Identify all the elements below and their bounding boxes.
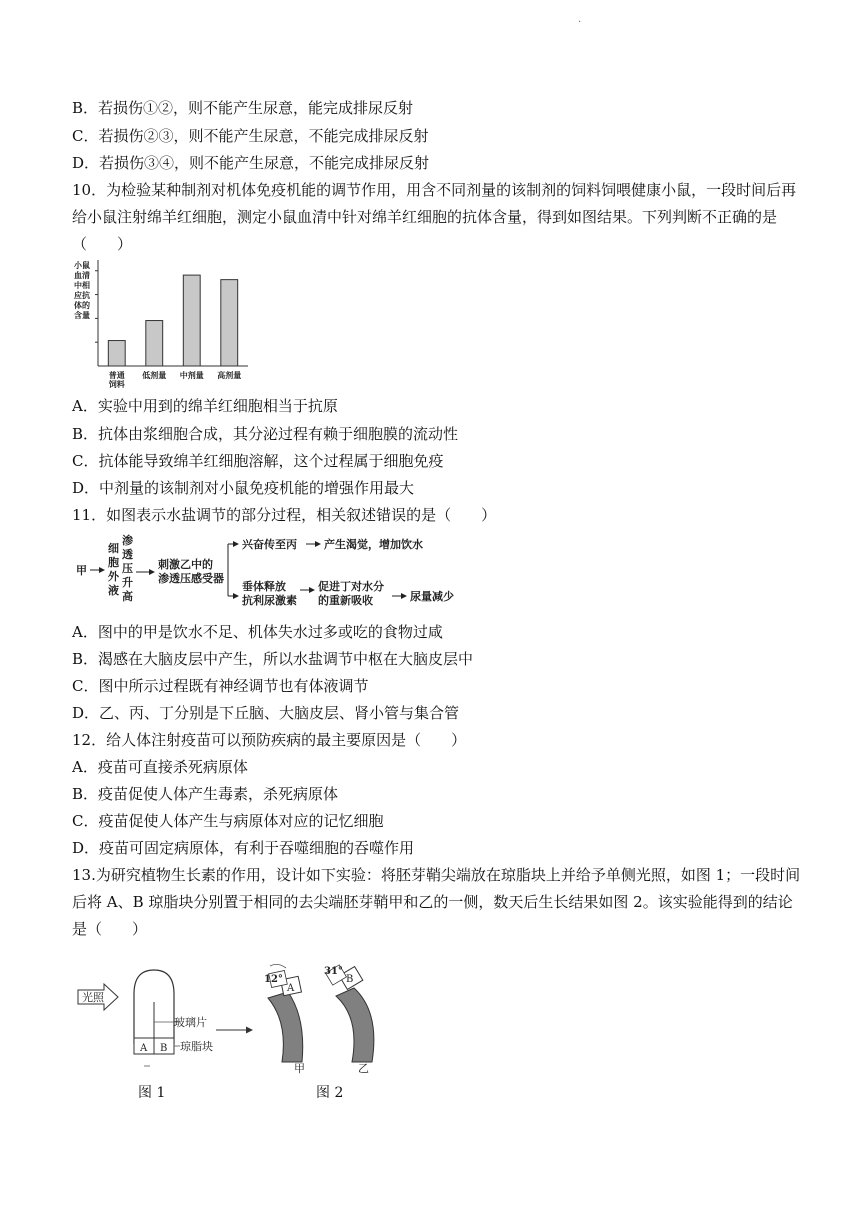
chart-ylabel-line: 体的 (74, 300, 90, 310)
angle-b: 31° (324, 966, 343, 977)
flow-lower-step1-line1: 垂体释放 (242, 580, 286, 593)
flow-ecf-char-1: 细 (108, 542, 119, 555)
x-tick-label: 中剂量 (179, 370, 204, 380)
chart-ylabel-line: 血清 (74, 270, 90, 280)
block-a-label-fig1: A (140, 1043, 148, 1054)
x-tick-label: 高剂量 (217, 370, 242, 380)
q10-stem-line-1: 10．为检验某种制剂对机体免疫机能的调节作用，用含不同剂量的该制剂的饲料饲喂健康小鼠，一段时间后再 (72, 181, 797, 199)
x-tick-label: 低剂量 (142, 370, 167, 380)
flow-osm-char-5: 高 (122, 590, 133, 603)
flow-lower-step1-line2: 抗利尿激素 (242, 594, 297, 607)
chart-ylabel-line: 中相 (74, 280, 90, 290)
chart-ylabel-line: 含量 (74, 310, 90, 320)
q13-stem-line-2: 后将 A、B 琼脂块分别置于相同的去尖端胚芽鞘甲和乙的一侧，数天后生长结果如图 2。该实验能得到的结论 (72, 893, 793, 911)
q12-option-c: C．疫苗促使人体产生与病原体对应的记忆细胞 (72, 812, 384, 830)
q11-stem: 11．如图表示水盐调节的部分过程，相关叙述错误的是（ ） (72, 506, 497, 524)
figure-2-caption: 图 2 (316, 1085, 344, 1101)
q9-option-b: B．若损伤①②，则不能产生尿意，能完成排尿反射 (72, 99, 414, 117)
glass-label: 玻璃片 (174, 1016, 207, 1029)
q13-figure (74, 962, 414, 1074)
block-a-label-fig2: A (287, 983, 295, 994)
seedling-jia-label: 甲 (294, 1062, 305, 1074)
flow-upper-step1: 兴奋传至丙 (242, 538, 297, 551)
q11-option-c: C．图中所示过程既有神经调节也有体液调节 (72, 677, 369, 695)
bar-4 (221, 280, 238, 366)
q9-option-d: D．若损伤③④，则不能产生尿意，不能完成排尿反射 (72, 154, 430, 172)
q10-stem-line-3: （ ） (72, 235, 133, 253)
figure-1-caption: 图 1 (138, 1085, 166, 1101)
flow-ecf-char-3: 外 (108, 570, 119, 583)
light-label: 光照 (82, 991, 104, 1004)
q10-option-b: B．抗体由浆细胞合成，其分泌过程有赖于细胞膜的流动性 (72, 425, 459, 443)
flow-lower-step3: 尿量减少 (410, 590, 454, 603)
q10-option-c: C．抗体能导致绵羊红细胞溶解，这个过程属于细胞免疫 (72, 452, 444, 470)
seedling-jia (268, 992, 303, 1062)
header-mark: . (578, 14, 582, 25)
x-tick-label: 普通 (108, 370, 125, 380)
seedling-yi-label: 乙 (358, 1062, 369, 1074)
q12-option-b: B．疫苗促使人体产生毒素，杀死病原体 (72, 785, 339, 803)
q10-stem-line-2: 给小鼠注射绵羊红细胞，测定小鼠血清中针对绵羊红细胞的抗体含量，得到如图结果。下列判断不正确的是 (72, 208, 778, 226)
flow-osm-char-1: 渗 (122, 534, 133, 547)
agar-label: 琼脂块 (180, 1040, 213, 1053)
chart-ylabel-line: 应抗 (74, 290, 90, 300)
q13-stem-line-1: 13.为研究植物生长素的作用，设计如下实验：将胚芽鞘尖端放在琼脂块上并给予单侧光照，如图 1；一段时间 (72, 866, 801, 884)
flow-ecf-char-2: 胞 (108, 556, 119, 569)
block-b-label-fig1: B (160, 1043, 168, 1054)
q11-option-d: D．乙、丙、丁分别是下丘脑、大脑皮层、肾小管与集合管 (72, 704, 460, 722)
q10-option-a: A．实验中用到的绵羊红细胞相当于抗原 (72, 397, 338, 415)
seedling-yi (336, 988, 374, 1062)
q10-bar-chart (72, 256, 252, 388)
bar-1 (108, 341, 125, 366)
q13-stem-line-3: 是（ ） (72, 920, 148, 938)
q11-option-a: A．图中的甲是饮水不足、机体失水过多或吃的食物过咸 (72, 623, 443, 641)
q11-option-b: B．渴感在大脑皮层中产生，所以水盐调节中枢在大脑皮层中 (72, 650, 474, 668)
flow-step2-line1: 刺激乙中的 (158, 558, 213, 571)
flow-osm-char-2: 透 (122, 548, 133, 561)
chart-ylabel-line: 小鼠 (74, 260, 90, 270)
block-b-label-fig2: B (346, 974, 354, 985)
x-tick-label: 饲料 (108, 379, 125, 388)
flow-osm-char-3: 压 (122, 562, 133, 575)
flow-osm-char-4: 升 (122, 576, 133, 589)
flow-step2-line2: 渗透压感受器 (158, 572, 224, 585)
q11-flow-diagram (74, 532, 474, 612)
q12-option-d: D．疫苗可固定病原体，有利于吞噬细胞的吞噬作用 (72, 839, 415, 857)
q9-option-c: C．若损伤②③，则不能产生尿意，不能完成排尿反射 (72, 127, 429, 145)
q10-option-d: D．中剂量的该制剂对小鼠免疫机能的增强作用最大 (72, 479, 415, 497)
q12-stem: 12．给人体注射疫苗可以预防疾病的最主要原因是（ ） (72, 731, 467, 749)
flow-upper-step2: 产生渴觉，增加饮水 (324, 538, 423, 551)
bar-3 (183, 275, 200, 366)
flow-start: 甲 (76, 564, 87, 577)
q12-option-a: A．疫苗可直接杀死病原体 (72, 758, 248, 776)
flow-ecf-char-4: 液 (108, 584, 119, 597)
angle-a: 12° (264, 974, 283, 985)
flow-lower-step2-line1: 促进丁对水分 (318, 580, 384, 593)
flow-lower-step2-line2: 的重新吸收 (318, 594, 373, 607)
bar-2 (146, 321, 163, 366)
chart-ylabel (74, 260, 90, 320)
